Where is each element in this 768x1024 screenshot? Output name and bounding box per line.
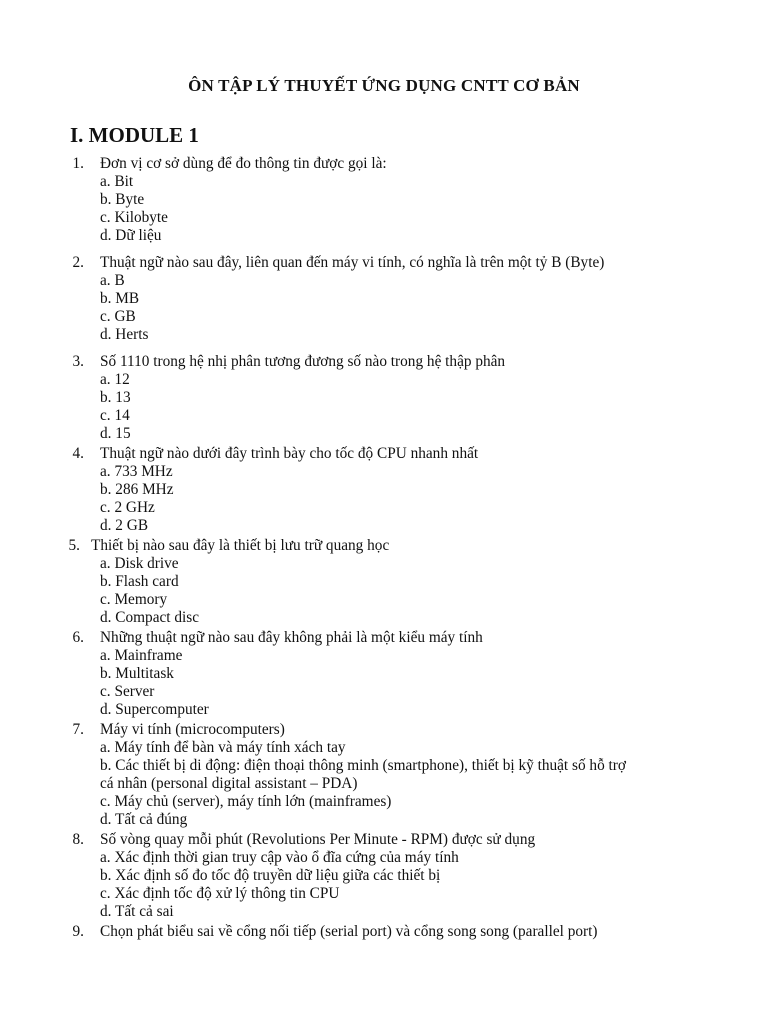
answer-option: a. Disk drive [100, 555, 179, 572]
answer-option: c. Server [100, 683, 155, 700]
question-number: 9. [72, 923, 84, 940]
answer-option: c. Kilobyte [100, 209, 168, 226]
answer-option: b. Các thiết bị di động: điện thoại thông minh (smartphone), thiết bị kỹ thuật số hỗ trợ [100, 757, 626, 774]
answer-option: b. 286 MHz [100, 481, 174, 498]
question-number: 5. [68, 537, 80, 554]
answer-option: b. Byte [100, 191, 145, 208]
document-title: ÔN TẬP LÝ THUYẾT ỨNG DỤNG CNTT CƠ BẢN [188, 76, 580, 95]
answer-option: a. Bit [100, 173, 134, 190]
answer-option-continuation: cá nhân (personal digital assistant – PDA) [100, 775, 358, 792]
question-number: 6. [72, 629, 84, 646]
answer-option: d. Dữ liệu [100, 227, 162, 244]
question-text: Đơn vị cơ sở dùng để đo thông tin được gọi là: [100, 155, 387, 172]
question-text: Số 1110 trong hệ nhị phân tương đương số nào trong hệ thập phân [100, 353, 506, 370]
question-number: 7. [72, 721, 84, 738]
answer-option: c. 14 [100, 407, 130, 424]
answer-option: a. 12 [100, 371, 130, 388]
answer-option: b. Multitask [100, 665, 174, 682]
answer-option: a. Mainframe [100, 647, 183, 664]
question-text: Những thuật ngữ nào sau đây không phải là một kiểu máy tính [100, 629, 483, 646]
answer-option: a. B [100, 272, 125, 289]
question-text: Chọn phát biểu sai về cổng nối tiếp (serial port) và cổng song song (parallel port) [100, 923, 598, 940]
answer-option: d. 2 GB [100, 517, 149, 534]
answer-option: d. 15 [100, 425, 131, 442]
question-text: Thuật ngữ nào dưới đây trình bày cho tốc độ CPU nhanh nhất [100, 445, 479, 462]
answer-option: a. 733 MHz [100, 463, 173, 480]
question-number: 2. [72, 254, 84, 271]
question-text: Máy vi tính (microcomputers) [100, 721, 285, 738]
answer-option: d. Herts [100, 326, 149, 343]
answer-option: c. Memory [100, 591, 168, 608]
answer-option: d. Tất cả đúng [100, 811, 188, 828]
answer-option: b. MB [100, 290, 140, 307]
answer-option: a. Máy tính để bàn và máy tính xách tay [100, 739, 346, 756]
answer-option: c. GB [100, 308, 136, 325]
question-number: 8. [72, 831, 84, 848]
section-heading: I. MODULE 1 [70, 123, 199, 147]
answer-option: c. Máy chủ (server), máy tính lớn (mainframes) [100, 793, 392, 810]
answer-option: d. Compact disc [100, 609, 199, 626]
question-text: Thuật ngữ nào sau đây, liên quan đến máy vi tính, có nghĩa là trên một tỷ B (Byte) [100, 254, 605, 271]
question-text: Số vòng quay mỗi phút (Revolutions Per Minute - RPM) được sử dụng [100, 831, 536, 848]
answer-option: c. Xác định tốc độ xử lý thông tin CPU [100, 885, 340, 902]
answer-option: b. 13 [100, 389, 131, 406]
question-number: 4. [72, 445, 84, 462]
answer-option: a. Xác định thời gian truy cập vào ổ đĩa cứng của máy tính [100, 849, 459, 866]
answer-option: b. Flash card [100, 573, 179, 590]
question-text: Thiết bị nào sau đây là thiết bị lưu trữ quang học [91, 537, 390, 554]
answer-option: b. Xác định số đo tốc độ truyền dữ liệu giữa các thiết bị [100, 867, 441, 884]
question-number: 3. [72, 353, 84, 370]
answer-option: d. Tất cả sai [100, 903, 174, 920]
answer-option: d. Supercomputer [100, 701, 209, 718]
answer-option: c. 2 GHz [100, 499, 155, 516]
question-number: 1. [72, 155, 84, 172]
